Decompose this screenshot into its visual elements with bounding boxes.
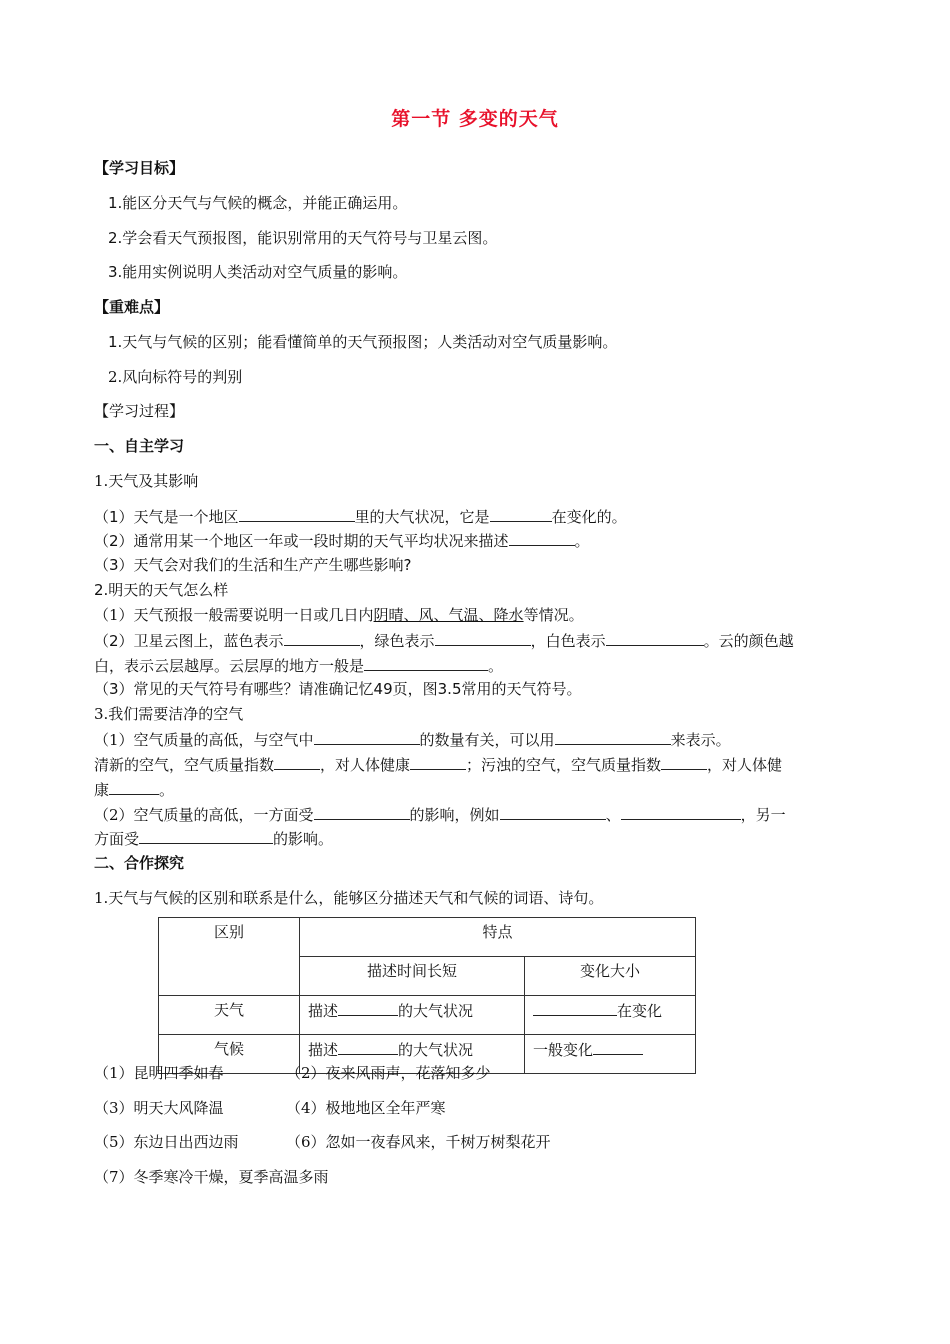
answer-blank[interactable] [364, 655, 488, 671]
answer-blank[interactable] [500, 804, 606, 820]
answer-blank[interactable] [509, 530, 575, 546]
example-item: （2）夜来风雨声，花落知多少 [286, 1064, 491, 1082]
example-item: （6）忽如一夜春风来，千树万树梨花开 [286, 1133, 551, 1151]
table-cell: 描述时间长短 [300, 957, 525, 996]
answer-blank[interactable] [490, 506, 552, 522]
answer-blank[interactable] [284, 630, 360, 646]
question-line: （1）天气是一个地区 里的大气状况，它是 在变化的。 [94, 508, 627, 526]
table-row [159, 996, 696, 1035]
answer-blank[interactable] [410, 754, 466, 770]
process-heading: 【学习过程】 [94, 402, 185, 420]
answer-blank[interactable] [139, 828, 273, 844]
key-heading: 【重难点】 [94, 298, 170, 316]
table-cell: 变化大小 [525, 957, 696, 996]
example-item: （7）冬季寒冷干燥，夏季高温多雨 [94, 1168, 329, 1186]
part1-heading: 一、自主学习 [94, 437, 185, 455]
question-line: 清新的空气，空气质量指数 ，对人体健康 ；污浊的空气，空气质量指数 ，对人体健 [94, 756, 783, 774]
section-heading: 3.我们需要洁净的空气 [94, 705, 244, 723]
table-cell: 气候 [159, 1035, 300, 1074]
answer-blank[interactable] [661, 754, 707, 770]
answer-blank[interactable] [274, 754, 320, 770]
goal-item: 2.学会看天气预报图，能识别常用的天气符号与卫星云图。 [108, 229, 498, 247]
table-cell: 天气 [159, 996, 300, 1035]
question-line: （1）天气预报一般需要说明一日或几日内阴晴、风、气温、降水等情况。 [94, 606, 584, 624]
question-line: 康 。 [94, 781, 175, 799]
example-item: （1）昆明四季如春 [94, 1064, 224, 1082]
example-item: （5）东边日出西边雨 [94, 1133, 239, 1151]
table-cell: 区别 [159, 918, 300, 996]
goals-heading: 【学习目标】 [94, 159, 185, 177]
underlined-text: 阴晴、风、气温、降水 [373, 606, 524, 624]
table-cell: 一般变化 [525, 1035, 696, 1074]
section-heading: 2.明天的天气怎么样 [94, 581, 229, 599]
answer-blank[interactable] [533, 1000, 617, 1016]
question-line: （1）空气质量的高低，与空气中 的数量有关，可以用 来表示。 [94, 731, 731, 749]
table-cell: 在变化 [525, 996, 696, 1035]
answer-blank[interactable] [606, 630, 704, 646]
question-line: （2）通常用某一个地区一年或一段时期的天气平均状况来描述 。 [94, 532, 590, 550]
answer-blank[interactable] [314, 804, 410, 820]
key-point: 2.风向标符号的判别 [108, 368, 243, 386]
question-line: （3）常见的天气符号有哪些？请准确记忆49页，图3.5常用的天气符号。 [94, 680, 582, 698]
answer-blank[interactable] [435, 630, 531, 646]
question-line: 方面受 的影响。 [94, 830, 334, 848]
answer-blank[interactable] [338, 1039, 398, 1055]
answer-blank[interactable] [338, 1000, 398, 1016]
goal-item: 3.能用实例说明人类活动对空气质量的影响。 [108, 263, 408, 281]
table-cell: 描述 的大气状况 [300, 1035, 525, 1074]
comparison-table [158, 917, 696, 1074]
question-line: （2）卫星云图上，蓝色表示 ，绿色表示 ，白色表示 。云的颜色越 [94, 632, 794, 650]
question-line: 白，表示云层越厚。云层厚的地方一般是 。 [94, 657, 504, 675]
answer-blank[interactable] [109, 779, 159, 795]
question-line: （3）天气会对我们的生活和生产产生哪些影响? [94, 556, 412, 574]
goal-item: 1.能区分天气与气候的概念，并能正确运用。 [108, 194, 408, 212]
question-line: 1.天气与气候的区别和联系是什么，能够区分描述天气和气候的词语、诗句。 [94, 889, 604, 907]
answer-blank[interactable] [314, 729, 420, 745]
answer-blank[interactable] [621, 804, 741, 820]
answer-blank[interactable] [555, 729, 671, 745]
answer-blank[interactable] [239, 506, 355, 522]
example-item: （3）明天大风降温 [94, 1099, 224, 1117]
section-heading: 1.天气及其影响 [94, 472, 199, 490]
part2-heading: 二、合作探究 [94, 854, 185, 872]
table-cell: 特点 [300, 918, 696, 957]
question-line: （2）空气质量的高低，一方面受 的影响，例如 、 ，另一 [94, 806, 786, 824]
answer-blank[interactable] [593, 1039, 643, 1055]
table-cell: 描述 的大气状况 [300, 996, 525, 1035]
page-title: 第一节 多变的天气 [391, 108, 559, 130]
table-row [159, 918, 696, 957]
key-point: 1.天气与气候的区别；能看懂简单的天气预报图；人类活动对空气质量影响。 [108, 333, 618, 351]
example-item: （4）极地地区全年严寒 [286, 1099, 446, 1117]
